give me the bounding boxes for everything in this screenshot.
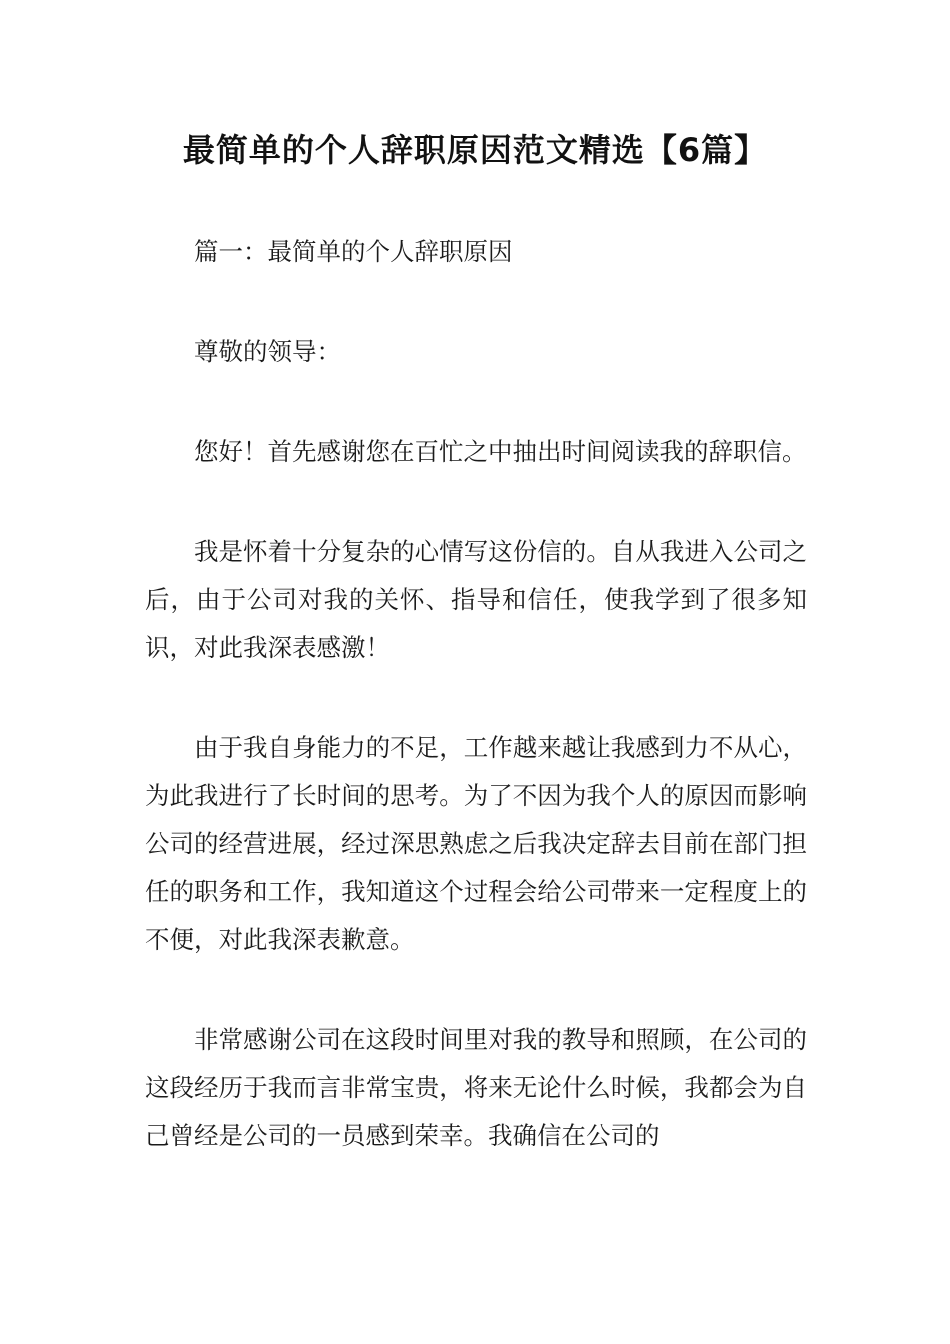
salutation: 尊敬的领导：	[194, 337, 341, 366]
section-heading: 篇一：最简单的个人辞职原因	[194, 237, 513, 266]
body-paragraph: 由于我自身能力的不足，工作越来越让我感到力不从心，为此我进行了长时间的思考。为了不因为我个人的原因而影响公司的经营进展，经过深思熟虑之后我决定辞去目前在部门担任的职务和工作，我知道这个过程会给公司带来一定程度上的不便，对此我深表歉意。	[145, 733, 807, 954]
body-paragraph: 非常感谢公司在这段时间里对我的教导和照顾，在公司的这段经历于我而言非常宝贵，将来无论什么时候，我都会为自己曾经是公司的一员感到荣幸。我确信在公司的	[145, 1025, 807, 1150]
document-title: 最简单的个人辞职原因范文精选【6篇】	[182, 131, 768, 169]
body-paragraph: 我是怀着十分复杂的心情写这份信的。自从我进入公司之后，由于公司对我的关怀、指导和信任，使我学到了很多知识，对此我深表感激！	[145, 537, 807, 662]
document-body	[145, 228, 807, 1160]
body-paragraph: 您好！首先感谢您在百忙之中抽出时间阅读我的辞职信。	[194, 437, 807, 466]
